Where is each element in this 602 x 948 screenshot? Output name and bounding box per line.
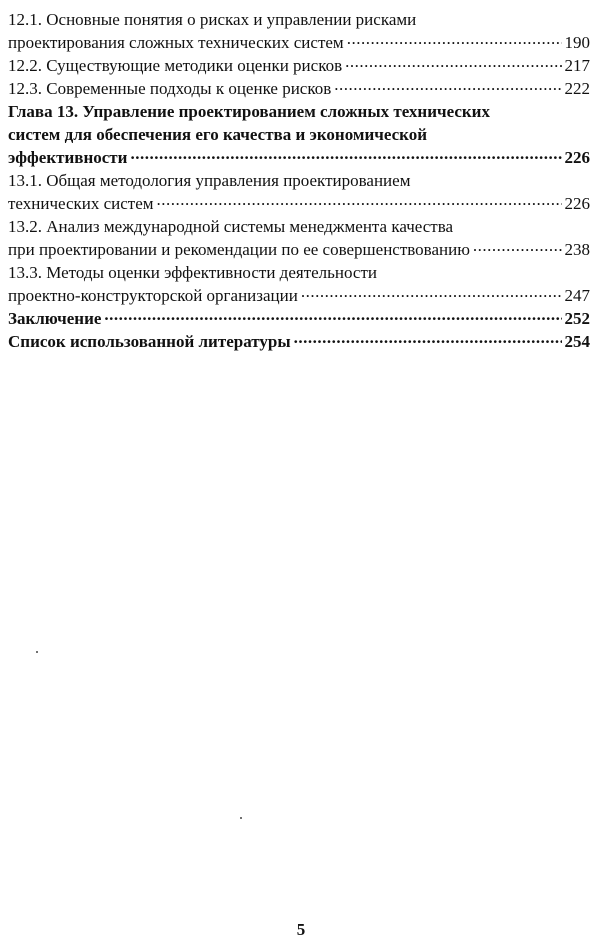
dot-leader bbox=[334, 77, 561, 94]
dot-leader bbox=[294, 330, 562, 347]
page-number: 5 bbox=[296, 920, 306, 939]
dot-leader bbox=[301, 284, 562, 301]
dot-leader bbox=[130, 146, 561, 163]
toc-entry-leader-line bbox=[8, 192, 590, 215]
dot-leader bbox=[347, 31, 562, 48]
toc-entry-title: 12.3. Современные подходы к оценке рисков bbox=[8, 79, 332, 98]
toc-entry-title-line: 12.1. Основные понятия о рисках и управлении рисками bbox=[8, 10, 417, 29]
toc-entry-page: 226 bbox=[564, 194, 590, 213]
toc-entry-page: 226 bbox=[564, 148, 590, 167]
toc-entry-title: проектно-конструкторской организации bbox=[8, 286, 298, 305]
toc-entry-title: проектирования сложных технических систем bbox=[8, 33, 344, 52]
toc-entry-page: 238 bbox=[564, 240, 590, 259]
toc-entry-title-line: 13.1. Общая методология управления проектированием bbox=[8, 171, 411, 190]
toc-entry-leader-line bbox=[8, 77, 590, 100]
table-of-contents bbox=[8, 8, 590, 353]
toc-entry-page: 222 bbox=[564, 79, 590, 98]
toc-entry bbox=[8, 169, 590, 215]
toc-entry bbox=[8, 77, 590, 100]
toc-entry-title-line: Глава 13. Управление проектированием сложных технических bbox=[8, 102, 490, 121]
toc-entry-leader-line bbox=[8, 238, 590, 261]
toc-entry-page: 217 bbox=[564, 56, 590, 75]
toc-entry-page: 252 bbox=[564, 309, 590, 328]
toc-entry-title: Заключение bbox=[8, 309, 102, 328]
scan-speck bbox=[240, 817, 242, 819]
toc-entry bbox=[8, 100, 590, 169]
toc-entry bbox=[8, 215, 590, 261]
dot-leader bbox=[473, 238, 562, 255]
toc-entry-leader-line bbox=[8, 330, 590, 353]
scan-speck bbox=[36, 651, 38, 653]
toc-entry-page: 254 bbox=[564, 332, 590, 351]
toc-entry bbox=[8, 330, 590, 353]
toc-entry bbox=[8, 261, 590, 307]
dot-leader bbox=[157, 192, 562, 209]
toc-entry bbox=[8, 54, 590, 77]
toc-entry-leader-line bbox=[8, 284, 590, 307]
dot-leader bbox=[104, 307, 561, 324]
toc-entry-page: 247 bbox=[564, 286, 590, 305]
toc-entry-title: Список использованной литературы bbox=[8, 332, 291, 351]
toc-entry-title: 12.2. Существующие методики оценки рисков bbox=[8, 56, 343, 75]
toc-entry-title: при проектировании и рекомендации по ее совершенствованию bbox=[8, 240, 470, 259]
toc-entry-leader-line bbox=[8, 54, 590, 77]
toc-entry-title: технических систем bbox=[8, 194, 154, 213]
toc-entry bbox=[8, 8, 590, 54]
toc-entry-leader-line bbox=[8, 307, 590, 330]
toc-entry bbox=[8, 307, 590, 330]
toc-entry-title-line: 13.3. Методы оценки эффективности деятельности bbox=[8, 263, 377, 282]
dot-leader bbox=[345, 54, 561, 71]
toc-entry-leader-line bbox=[8, 31, 590, 54]
toc-entry-page: 190 bbox=[564, 33, 590, 52]
toc-entry-leader-line bbox=[8, 146, 590, 169]
toc-entry-title-line: систем для обеспечения его качества и экономической bbox=[8, 125, 428, 144]
toc-entry-title: эффективности bbox=[8, 148, 128, 167]
toc-entry-title-line: 13.2. Анализ международной системы менеджмента качества bbox=[8, 217, 454, 236]
